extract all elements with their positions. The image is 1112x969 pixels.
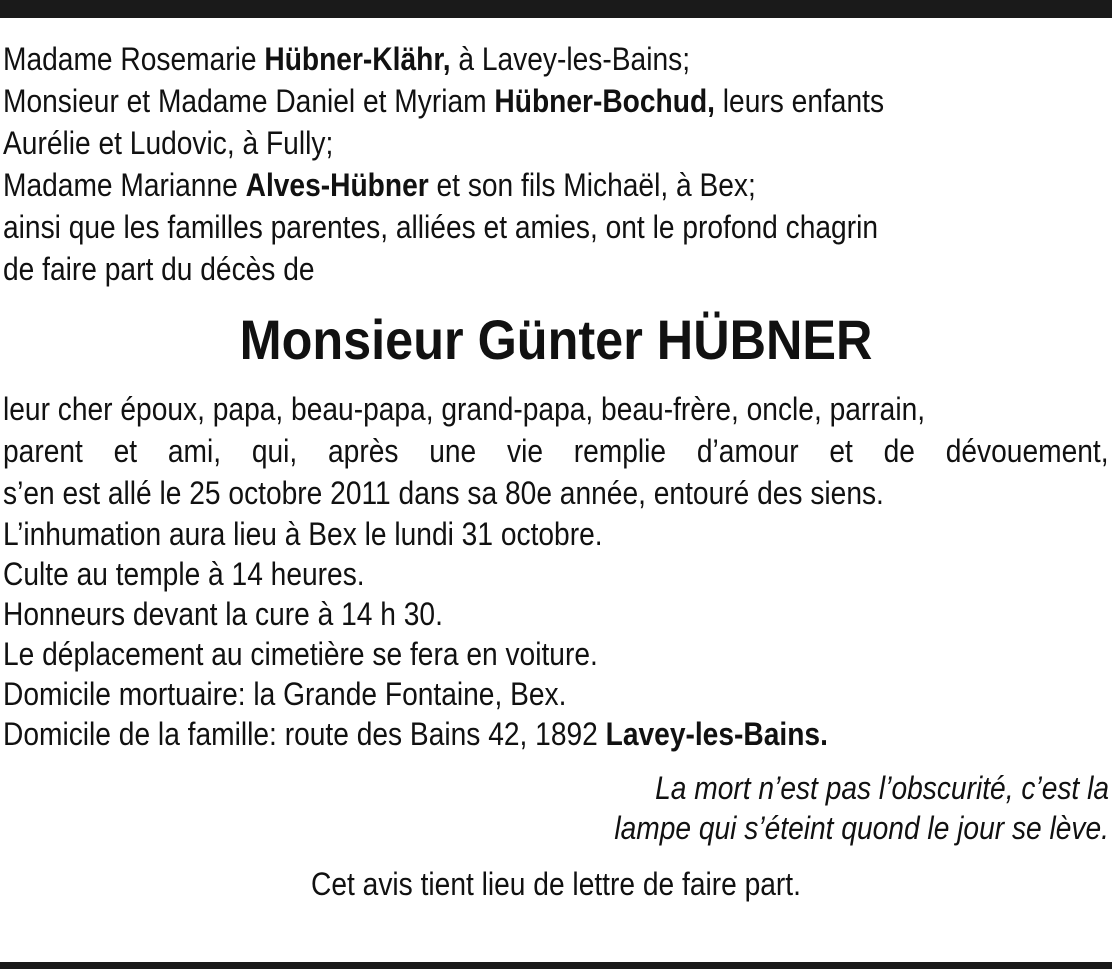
tribute-word: une [429, 433, 477, 469]
family-line [3, 122, 976, 164]
family-text: Monsieur et Madame Daniel et Myriam [3, 83, 495, 119]
family-surname: Hübner-Bochud, [494, 83, 715, 119]
address-town: Lavey-les-Bains. [605, 716, 828, 752]
family-text: Madame Marianne [3, 167, 246, 203]
quote [3, 768, 1109, 848]
family-address [3, 714, 976, 754]
detail-line: Le déplacement au cimetière se fera en voiture. [3, 636, 598, 672]
bottom-rule [0, 962, 1112, 969]
tribute-paragraph [3, 388, 1109, 514]
top-rule [0, 0, 1112, 18]
family-line [3, 38, 976, 80]
detail-line: L’inhumation aura lieu à Bex le lundi 31 octobre. [3, 516, 603, 552]
tribute-word: et [113, 433, 138, 469]
tribute-line-justified [3, 430, 1109, 472]
detail-line: Honneurs devant la cure à 14 h 30. [3, 596, 443, 632]
detail-line: Culte au temple à 14 heures. [3, 556, 365, 592]
funeral-details [3, 514, 1109, 754]
obituary-notice [3, 38, 1109, 904]
tribute-word: ami, [167, 433, 222, 469]
tribute-line: leur cher époux, papa, beau-papa, grand-papa, beau-frère, oncle, parrain, [3, 391, 926, 427]
family-text: Madame Rosemarie [3, 41, 265, 77]
tribute-word: remplie [573, 433, 667, 469]
family-text: de faire part du décès de [3, 251, 315, 287]
family-line [3, 80, 976, 122]
family-line [3, 248, 976, 290]
family-text: à Lavey-les-Bains; [450, 41, 691, 77]
address-text: Domicile de la famille: route des Bains 42, 1892 [3, 716, 606, 752]
tribute-word: et [829, 433, 853, 469]
tribute-word: qui, [251, 433, 298, 469]
deceased-name: Monsieur Günter HÜBNER [239, 308, 873, 371]
family-line [3, 164, 976, 206]
family-text: ainsi que les familles parentes, alliées et amies, ont le profond chagrin [3, 209, 879, 245]
family-text: et son fils Michaël, à Bex; [428, 167, 756, 203]
quote-line: lampe qui s’éteint quond le jour se lève. [614, 810, 1109, 846]
family-list [3, 38, 1109, 290]
family-text: Aurélie et Ludovic, à Fully; [3, 125, 334, 161]
tribute-word: vie [506, 433, 543, 469]
tribute-word: parent [3, 433, 83, 469]
tribute-word: dévouement, [945, 433, 1109, 469]
family-surname: Hübner-Klähr, [264, 41, 451, 77]
tribute-line: s’en est allé le 25 octobre 2011 dans sa 80e année, entouré des siens. [3, 475, 884, 511]
family-line [3, 206, 976, 248]
closing-note: Cet avis tient lieu de lettre de faire part. [311, 866, 801, 902]
quote-line: La mort n’est pas l’obscurité, c’est la [655, 770, 1109, 806]
tribute-word: après [328, 433, 399, 469]
family-text: leurs enfants [714, 83, 885, 119]
tribute-word: de [883, 433, 915, 469]
detail-line: Domicile mortuaire: la Grande Fontaine, Bex. [3, 676, 567, 712]
family-surname: Alves-Hübner [245, 167, 429, 203]
tribute-word: d’amour [696, 433, 799, 469]
